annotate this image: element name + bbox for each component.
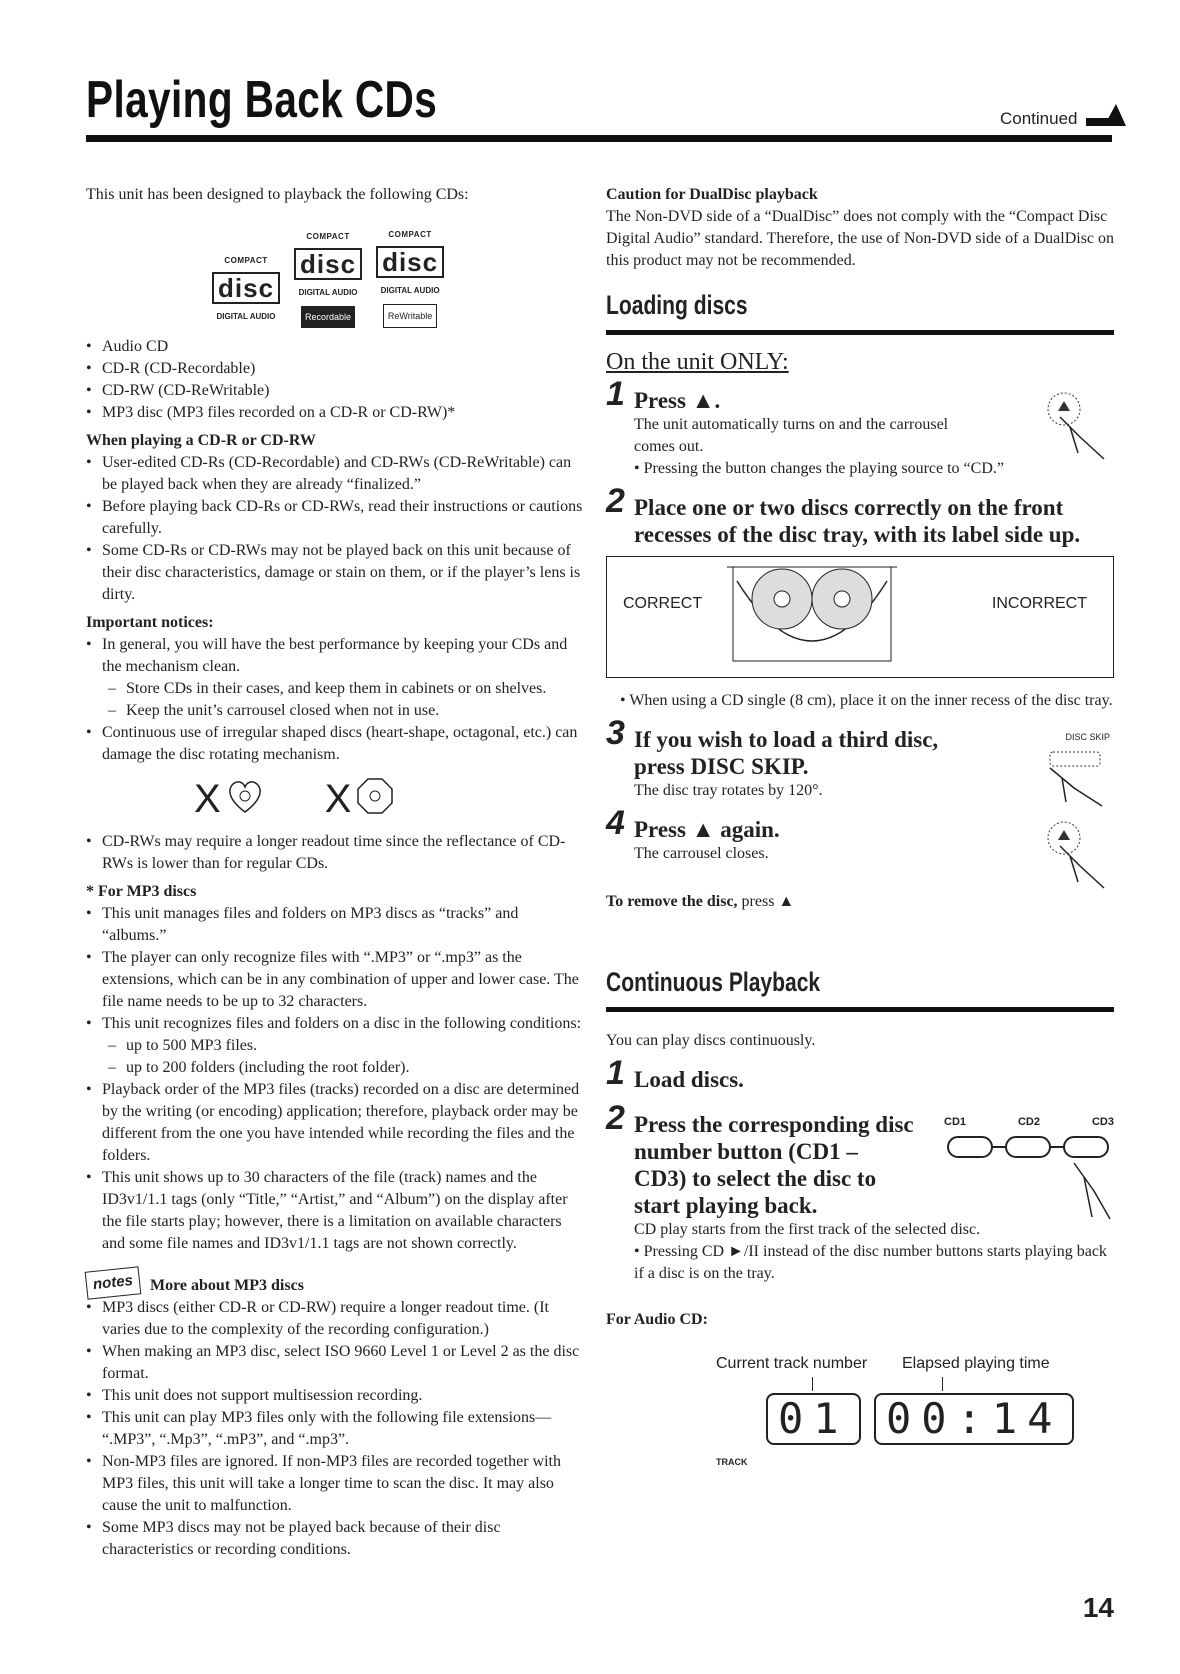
step-heading: Press ▲. bbox=[634, 388, 721, 413]
step-4 bbox=[606, 804, 1114, 865]
section-heading: Continuous Playback bbox=[606, 967, 821, 997]
pointer-line bbox=[942, 1377, 943, 1391]
step-heading: Load discs. bbox=[634, 1067, 744, 1092]
step-2 bbox=[606, 482, 1114, 548]
logo-bottom-text: DIGITAL AUDIO bbox=[298, 288, 358, 297]
logo-tag: Recordable bbox=[301, 306, 355, 328]
cross-icon: X bbox=[324, 777, 352, 821]
logo-tag: ReWritable bbox=[383, 304, 437, 328]
list-item: • MP3 discs (either CD-R or CD-RW) require a longer readout time. (It varies due to the complexity of the recording configuration.) bbox=[86, 1297, 586, 1341]
logo-bottom-text: DIGITAL AUDIO bbox=[216, 312, 276, 321]
section-rule bbox=[606, 330, 1114, 335]
incorrect-label: INCORRECT bbox=[991, 595, 1087, 612]
sub-list bbox=[102, 678, 586, 722]
list-item: • CD-RW (CD-ReWritable) bbox=[86, 380, 586, 402]
notes-header bbox=[86, 1269, 586, 1297]
notes-icon: notes bbox=[85, 1266, 142, 1299]
notes-heading: More about MP3 discs bbox=[150, 1277, 304, 1294]
cross-icon: X bbox=[194, 777, 221, 821]
right-column bbox=[606, 184, 1114, 1471]
logo-disc-text: disc bbox=[376, 246, 444, 278]
step2-bullet: • When using a CD single (8 cm), place it on the inner recess of the disc tray. bbox=[620, 692, 1113, 709]
mp3-list bbox=[86, 903, 586, 1255]
step-heading: Place one or two discs correctly on the front recesses of the disc tray, with its label side up. bbox=[634, 495, 1081, 547]
notes-list bbox=[86, 1297, 586, 1561]
step-bullet-text: Pressing the button changes the playing source to “CD.” bbox=[643, 460, 1004, 477]
pointer-line bbox=[812, 1377, 813, 1391]
unit-only-heading: On the unit ONLY: bbox=[606, 349, 789, 375]
step-text: The disc tray rotates by 120°. bbox=[634, 782, 823, 799]
step-heading: Press the corresponding disc number button (CD1 – CD3) to select the disc to start playing back. bbox=[634, 1112, 914, 1218]
logo-disc-text: disc bbox=[212, 272, 280, 304]
continuous-section bbox=[606, 967, 1114, 1471]
list-item: • CD-R (CD-Recordable) bbox=[86, 358, 586, 380]
list-item: • Some CD-Rs or CD-RWs may not be played back on this unit because of their disc characteristics, damage or stain on them, or if the player’s lens is dirty. bbox=[86, 540, 586, 606]
sub-list bbox=[102, 1035, 586, 1079]
list-item: • The player can only recognize files with “.MP3” or “.mp3” as the extensions, which can be in any combination of upper and lower case. The file name needs to be up to 32 characters. bbox=[86, 947, 586, 1013]
list-item: • When making an MP3 disc, select ISO 9660 Level 1 or Level 2 as the disc format. bbox=[86, 1341, 586, 1385]
step-number: 2 bbox=[606, 1099, 625, 1137]
logo-disc-text: disc bbox=[294, 248, 362, 280]
step-bullet-text: When using a CD single (8 cm), place it on the inner recess of the disc tray. bbox=[629, 692, 1113, 709]
cd2-label: CD2 bbox=[1017, 1116, 1040, 1128]
mp3-heading: * For MP3 discs bbox=[86, 883, 197, 900]
step-bullet-text: Pressing CD ►/II instead of the disc number buttons starts playing back if a disc is on the tray. bbox=[634, 1243, 1107, 1282]
irregular-disc-symbols bbox=[194, 776, 586, 819]
cd-buttons-icon bbox=[944, 1133, 1114, 1223]
disc-skip-label: DISC SKIP bbox=[1065, 732, 1110, 742]
list-item bbox=[86, 634, 586, 722]
loading-section bbox=[606, 290, 1114, 913]
cdr-heading: When playing a CD-R or CD-RW bbox=[86, 432, 316, 449]
remove-heading: To remove the disc, bbox=[606, 893, 738, 910]
cd1-label: CD1 bbox=[944, 1116, 967, 1128]
disc-skip-illustration bbox=[1030, 726, 1110, 796]
continued-label bbox=[1000, 102, 1132, 130]
correct-label: CORRECT bbox=[623, 595, 703, 612]
lcd-caption: TRACK bbox=[716, 1457, 748, 1467]
disc-placement-diagram bbox=[606, 556, 1114, 678]
list-item: • This unit can play MP3 files only with the following file extensions— “.MP3”, “.Mp3”, “.mP3”, and “.mp3”. bbox=[86, 1407, 586, 1451]
lcd-track-display: 01 bbox=[766, 1393, 861, 1445]
step-3 bbox=[606, 714, 1114, 802]
cd-rw-logo bbox=[376, 224, 444, 328]
list-item: • This unit does not support multisession recording. bbox=[86, 1385, 586, 1407]
cd-type-list bbox=[86, 336, 586, 424]
hand-press-icon bbox=[1040, 387, 1110, 467]
track-number-label: Current track number bbox=[716, 1355, 868, 1372]
step-1 bbox=[606, 375, 1114, 480]
header-rule bbox=[86, 135, 1112, 142]
octagon-disc-figure bbox=[325, 776, 396, 819]
list-item: • MP3 disc (MP3 files recorded on a CD-R or CD-RW)* bbox=[86, 402, 586, 424]
logo-top-text: COMPACT bbox=[306, 232, 350, 241]
heart-disc-figure bbox=[194, 776, 265, 819]
cstep-1 bbox=[606, 1054, 1114, 1093]
list-item: • User-edited CD-Rs (CD-Recordable) and CD-RWs (CD-ReWritable) can be played back when they are already “finalized.” bbox=[86, 452, 586, 496]
hand-press-icon bbox=[1030, 748, 1110, 808]
step-number: 2 bbox=[606, 482, 625, 520]
heart-disc-icon bbox=[225, 776, 265, 816]
sub-item: – up to 500 MP3 files. bbox=[102, 1035, 586, 1057]
list-item: • Playback order of the MP3 files (tracks) recorded on a disc are determined by the writing (or encoding) application; therefore, playback order may be different from the one you have intended while recording the files and the folders. bbox=[86, 1079, 586, 1167]
octagon-disc-icon bbox=[355, 776, 395, 816]
intro-text: This unit has been designed to playback the following CDs: bbox=[86, 186, 469, 203]
continued-text: Continued bbox=[1000, 109, 1078, 128]
list-item bbox=[86, 1013, 586, 1079]
step-number: 3 bbox=[606, 714, 625, 752]
list-item: • CD-RWs may require a longer readout time since the reflectance of CD-RWs is lower than for regular CDs. bbox=[86, 831, 586, 875]
notices-heading: Important notices: bbox=[86, 614, 214, 631]
step-number: 4 bbox=[606, 804, 625, 842]
cstep-2 bbox=[606, 1099, 1114, 1285]
page-title: Playing Back CDs bbox=[86, 71, 438, 129]
cd-button-illustration bbox=[944, 1111, 1114, 1230]
list-item-text: In general, you will have the best performance by keeping your CDs and the mechanism clean. bbox=[102, 636, 568, 675]
sub-item: – up to 200 folders (including the root folder). bbox=[102, 1057, 586, 1079]
caution-text: The Non-DVD side of a “DualDisc” does not comply with the “Compact Disc Digital Audio” standard. Therefore, the use of Non-DVD side of a DualDisc on this product may not be recommended. bbox=[606, 208, 1115, 269]
lcd-time-display: 00:14 bbox=[874, 1393, 1074, 1445]
disc-logos bbox=[212, 224, 586, 328]
elapsed-time-label: Elapsed playing time bbox=[902, 1355, 1050, 1372]
caution-heading: Caution for DualDisc playback bbox=[606, 186, 818, 203]
step-text: CD play starts from the first track of the selected disc. bbox=[634, 1221, 981, 1238]
cd3-label: CD3 bbox=[1091, 1116, 1114, 1128]
sub-item: – Keep the unit’s carrousel closed when not in use. bbox=[102, 700, 586, 722]
lcd-display-example bbox=[606, 1341, 1114, 1471]
cd-r-logo bbox=[294, 226, 362, 328]
step-bullet: • Pressing CD ►/II instead of the disc number buttons starts playing back if a disc is on the tray. bbox=[634, 1243, 1107, 1282]
list-item: • This unit shows up to 30 characters of the file (track) names and the ID3v1/1.1 tags (only “Title,” “Artist,” and “Album”) on the display after the file starts play; however, there is a limitation on available characters and some file names and ID3v1/1.1 tags are not shown correctly. bbox=[86, 1167, 586, 1255]
list-item: • Continuous use of irregular shaped discs (heart-shape, octagonal, etc.) can damage the disc rotating mechanism. bbox=[86, 722, 586, 766]
list-item: • Audio CD bbox=[86, 336, 586, 358]
logo-bottom-text: DIGITAL AUDIO bbox=[380, 286, 440, 295]
cdr-list bbox=[86, 452, 586, 606]
step-text: The unit automatically turns on and the carrousel comes out. bbox=[634, 416, 949, 455]
logo-top-text: COMPACT bbox=[224, 256, 268, 265]
hand-press-icon bbox=[1040, 816, 1110, 896]
sub-item: – Store CDs in their cases, and keep them in cabinets or on shelves. bbox=[102, 678, 586, 700]
step-heading: Press ▲ again. bbox=[634, 817, 780, 842]
cd-da-logo bbox=[212, 250, 280, 328]
list-item: • Before playing back CD-Rs or CD-RWs, read their instructions or cautions carefully. bbox=[86, 496, 586, 540]
notices-list bbox=[86, 634, 586, 766]
audio-cd-heading: For Audio CD: bbox=[606, 1311, 708, 1328]
disc-tray-icon bbox=[727, 561, 897, 671]
step-bullet: • Pressing the button changes the playing source to “CD.” bbox=[634, 460, 1004, 477]
page-number: 14 bbox=[1082, 1592, 1114, 1623]
list-item: • Non-MP3 files are ignored. If non-MP3 files are recorded together with MP3 files, this unit will take a longer time to scan the disc. It may also cause the unit to malfunction. bbox=[86, 1451, 586, 1517]
continuous-intro: You can play discs continuously. bbox=[606, 1032, 816, 1049]
cdrw-note-list bbox=[86, 831, 586, 875]
step-heading: If you wish to load a third disc, press DISC SKIP. bbox=[634, 727, 939, 779]
list-item: • This unit manages files and folders on MP3 discs as “tracks” and “albums.” bbox=[86, 903, 586, 947]
step-text: The carrousel closes. bbox=[634, 845, 769, 862]
section-heading: Loading discs bbox=[606, 290, 748, 320]
step-number: 1 bbox=[606, 375, 625, 413]
arrow-icon bbox=[1086, 102, 1132, 130]
left-column bbox=[86, 184, 586, 1561]
remove-text: press ▲ bbox=[741, 893, 795, 910]
remove-disc-note bbox=[606, 891, 1114, 913]
list-item-text: This unit recognizes files and folders on a disc in the following conditions: bbox=[102, 1015, 582, 1032]
step-number: 1 bbox=[606, 1054, 625, 1092]
logo-top-text: COMPACT bbox=[388, 230, 432, 239]
list-item: • Some MP3 discs may not be played back because of their disc characteristics or recording conditions. bbox=[86, 1517, 586, 1561]
section-rule bbox=[606, 1007, 1114, 1012]
